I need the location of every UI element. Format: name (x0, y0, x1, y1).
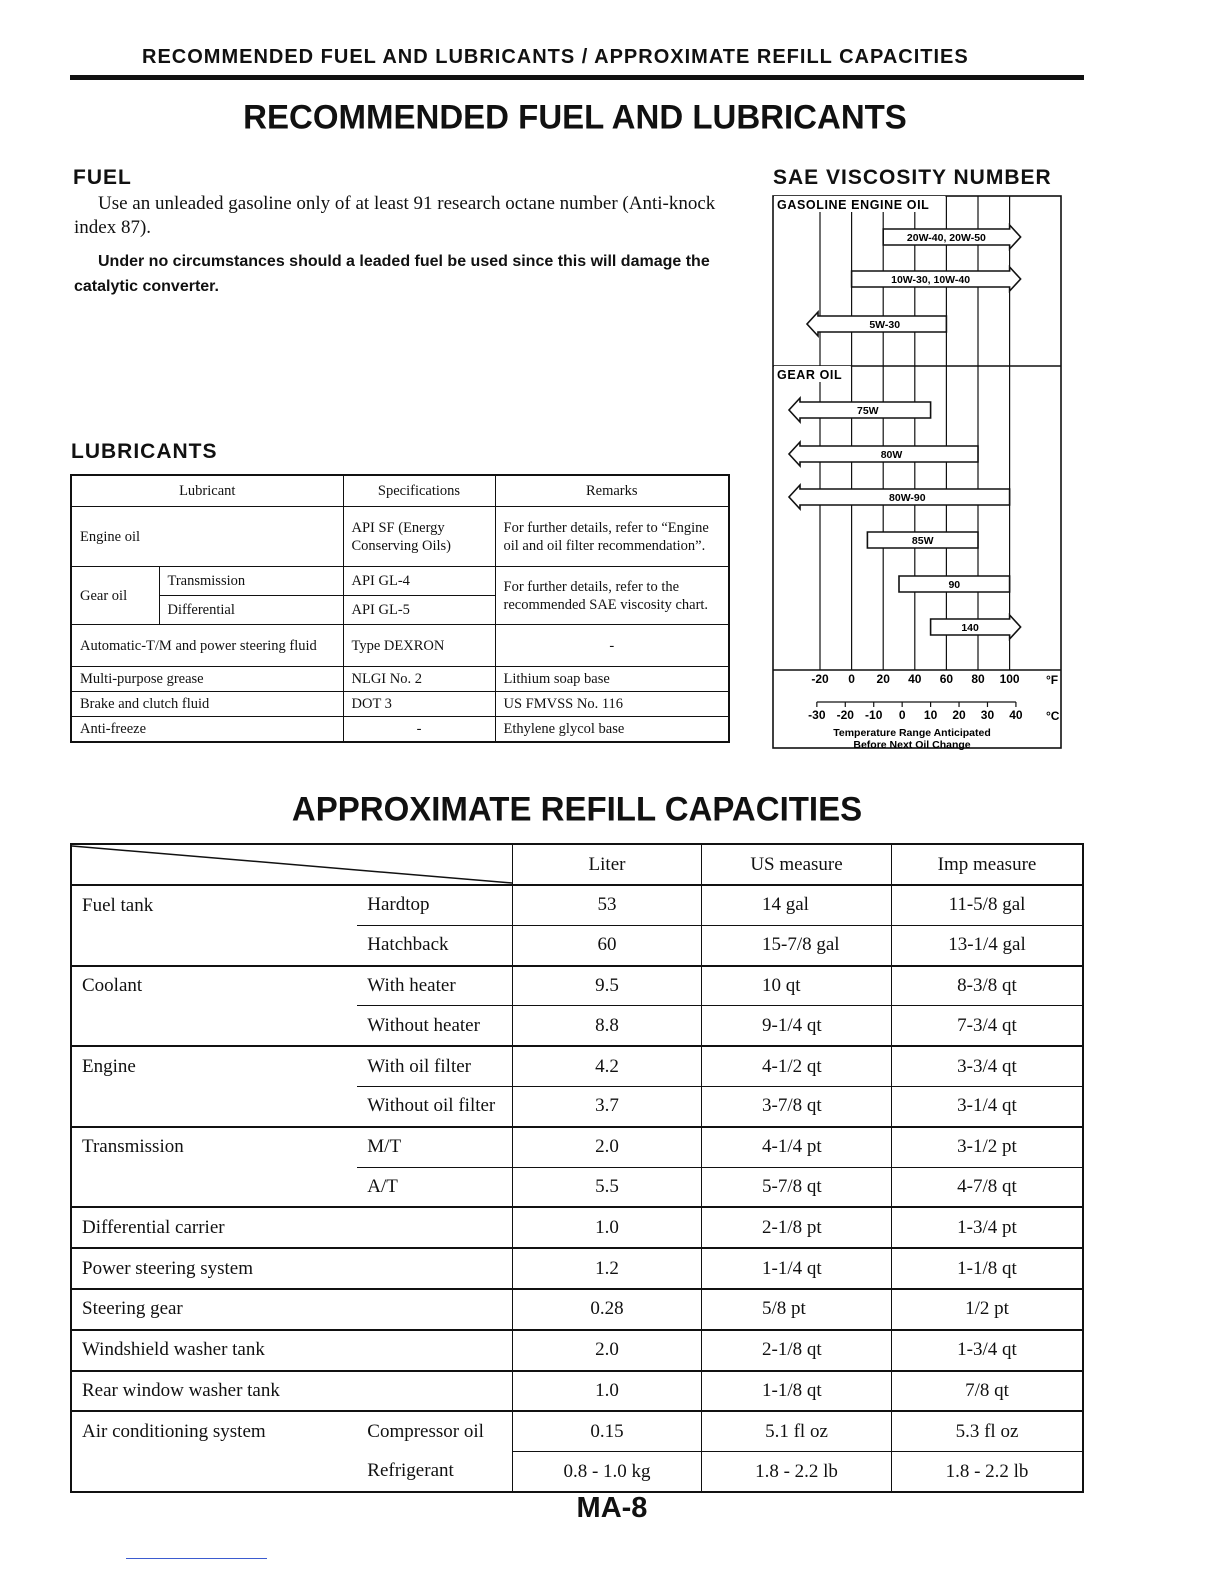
table-row (71, 717, 729, 742)
lubricant-name: Gear oil (71, 567, 159, 625)
refill-title: APPROXIMATE REFILL CAPACITIES (291, 789, 863, 828)
item-sublabel: A/T (357, 1167, 512, 1207)
viscosity-bar-label: 5W-30 (869, 319, 901, 331)
imp-value: 5.3 fl oz (892, 1411, 1084, 1451)
liter-value: 0.28 (513, 1289, 702, 1330)
lubricant-name: Automatic-T/M and power steering fluid (71, 625, 343, 667)
lubricant-remark: For further details, refer to the recommended SAE viscosity chart. (495, 567, 729, 625)
liter-value: 1.0 (513, 1371, 702, 1412)
tick-label-c: 30 (980, 708, 995, 722)
table-row (71, 1006, 1083, 1046)
liter-value: 1.2 (513, 1248, 702, 1289)
item-label: Rear window washer tank (71, 1371, 513, 1412)
table-row (71, 1289, 1083, 1330)
item-sublabel: M/T (357, 1127, 512, 1167)
item-label: Fuel tank (71, 885, 357, 925)
lubricant-spec: Type DEXRON (343, 625, 495, 667)
us-value: 2-1/8 qt (702, 1330, 892, 1371)
imp-value: 3-3/4 qt (892, 1046, 1084, 1086)
us-value: 4-1/2 qt (702, 1046, 892, 1086)
fuel-paragraph: Use an unleaded gasoline only of at least 91 research octane number (Anti-knock index 87). (74, 193, 716, 238)
tick-label-c: -10 (865, 708, 883, 722)
viscosity-bar-label: 80W (880, 449, 903, 461)
tick-label-c: -20 (836, 708, 854, 722)
viscosity-bar-label: 140 (961, 622, 979, 634)
liter-value: 0.8 - 1.0 kg (513, 1452, 702, 1492)
table-header-row (71, 844, 1083, 885)
viscosity-bar-label: 75W (857, 405, 879, 417)
us-value: 5.1 fl oz (702, 1411, 892, 1451)
imp-value: 3-1/2 pt (892, 1127, 1084, 1167)
table-row (71, 1452, 1083, 1492)
table-row (71, 1411, 1083, 1451)
viscosity-bar-label: 85W (911, 535, 934, 547)
column-header: Remarks (495, 475, 729, 507)
liter-value: 0.15 (513, 1411, 702, 1451)
item-label: Differential carrier (71, 1207, 513, 1248)
table-row (71, 1127, 1083, 1167)
table-row (71, 667, 729, 692)
lubricant-subname: Transmission (159, 567, 343, 596)
group-label: GASOLINE ENGINE OIL (777, 198, 930, 212)
viscosity-bar-label: 10W-30, 10W-40 (891, 274, 971, 286)
main-title: RECOMMENDED FUEL AND LUBRICANTS (243, 97, 907, 136)
column-header: Imp measure (892, 844, 1084, 885)
table-row (71, 1248, 1083, 1289)
lubricant-spec: API SF (Energy Conserving Oils) (343, 507, 495, 567)
us-value: 4-1/4 pt (702, 1127, 892, 1167)
liter-value: 5.5 (513, 1167, 702, 1207)
liter-value: 2.0 (513, 1330, 702, 1371)
lubricant-name: Multi-purpose grease (71, 667, 343, 692)
us-value: 1-1/4 qt (702, 1248, 892, 1289)
fuel-heading: FUEL (73, 166, 132, 189)
us-value: 3-7/8 qt (702, 1086, 892, 1126)
table-row (71, 1167, 1083, 1207)
tick-label-c: 10 (923, 708, 938, 722)
empty-cell (71, 1167, 357, 1207)
tick-label-f: 20 (876, 672, 890, 686)
us-value: 1-1/8 qt (702, 1371, 892, 1412)
table-row (71, 1371, 1083, 1412)
unit-label-f: °F (1046, 673, 1059, 687)
unit-label-c: °C (1046, 709, 1060, 723)
refill-capacities-table (70, 843, 1084, 1493)
table-row (71, 1330, 1083, 1371)
running-header: RECOMMENDED FUEL AND LUBRICANTS / APPROXIMATE REFILL CAPACITIES (142, 46, 969, 68)
imp-value: 1-1/8 qt (892, 1248, 1084, 1289)
table-row (71, 1046, 1083, 1086)
imp-value: 3-1/4 qt (892, 1086, 1084, 1126)
item-sublabel: Without heater (357, 1006, 512, 1046)
viscosity-bar-label: 80W-90 (889, 492, 926, 504)
lubricant-spec: DOT 3 (343, 692, 495, 717)
lubricant-remark: US FMVSS No. 116 (495, 692, 729, 717)
us-value: 9-1/4 qt (702, 1006, 892, 1046)
item-sublabel: With oil filter (357, 1046, 512, 1086)
item-sublabel: Hardtop (357, 885, 512, 925)
liter-value: 2.0 (513, 1127, 702, 1167)
footer-link-line (126, 1558, 267, 1559)
imp-value: 4-7/8 qt (892, 1167, 1084, 1207)
liter-value: 60 (513, 925, 702, 965)
fuel-warning: Under no circumstances should a leaded fuel be used since this will damage the catalytic converter. (74, 253, 710, 295)
us-value: 1.8 - 2.2 lb (702, 1452, 892, 1492)
tick-label-f: 100 (999, 672, 1020, 686)
us-value: 14 gal (702, 885, 892, 925)
imp-value: 13-1/4 gal (892, 925, 1084, 965)
us-value: 10 qt (702, 966, 892, 1006)
lubricant-remark: Ethylene glycol base (495, 717, 729, 742)
header-rule (70, 75, 1084, 80)
table-row (71, 885, 1083, 925)
liter-value: 8.8 (513, 1006, 702, 1046)
table-row (71, 1086, 1083, 1126)
empty-cell (71, 1006, 357, 1046)
imp-value: 1-3/4 pt (892, 1207, 1084, 1248)
imp-value: 11-5/8 gal (892, 885, 1084, 925)
lubricant-name: Anti-freeze (71, 717, 343, 742)
table-row (71, 692, 729, 717)
empty-cell (71, 925, 357, 965)
table-row (71, 507, 729, 567)
tick-label-f: 60 (939, 672, 954, 686)
group-label: GEAR OIL (777, 368, 843, 382)
liter-value: 9.5 (513, 966, 702, 1006)
imp-value: 1/2 pt (892, 1289, 1084, 1330)
tick-label-f: -20 (811, 672, 829, 686)
sae-viscosity-chart (772, 194, 1064, 750)
diagonal-line (72, 845, 512, 884)
chart-title: SAE VISCOSITY NUMBER (773, 166, 1052, 189)
table-row (71, 567, 729, 596)
item-sublabel: Refrigerant (367, 1460, 454, 1482)
viscosity-bar-label: 90 (948, 579, 961, 591)
lubricant-spec: API GL-4 (343, 567, 495, 596)
table-row (71, 966, 1083, 1006)
lubricant-remark: For further details, refer to “Engine oil and oil filter recommendation”. (495, 507, 729, 567)
us-value: 5-7/8 qt (702, 1167, 892, 1207)
page-number: MA-8 (576, 1492, 648, 1524)
item-label: Transmission (71, 1127, 357, 1167)
column-header: Liter (513, 844, 702, 885)
item-sublabel: Hatchback (357, 925, 512, 965)
imp-value: 7-3/4 qt (892, 1006, 1084, 1046)
empty-cell (71, 1086, 357, 1126)
item-sublabel: Compressor oil (357, 1411, 512, 1451)
tick-label-f: 0 (848, 672, 855, 686)
table-row (71, 1207, 1083, 1248)
lubricant-subname: Differential (159, 596, 343, 625)
us-value: 5/8 pt (702, 1289, 892, 1330)
column-header: Lubricant (71, 475, 343, 507)
empty-cell (71, 1452, 357, 1492)
imp-value: 1.8 - 2.2 lb (892, 1452, 1084, 1492)
us-value: 2-1/8 pt (702, 1207, 892, 1248)
tick-label-c: 40 (1009, 708, 1023, 722)
lubricant-remark: - (495, 625, 729, 667)
table-row (71, 625, 729, 667)
x-axis-label-line2: Before Next Oil Change (853, 739, 971, 750)
diagonal-header-cell (71, 844, 513, 885)
imp-value: 1-3/4 qt (892, 1330, 1084, 1371)
table-row (71, 925, 1083, 965)
lubricant-remark: Lithium soap base (495, 667, 729, 692)
tick-label-c: 0 (898, 708, 906, 722)
x-axis-label-line1: Temperature Range Anticipated (833, 727, 991, 739)
liter-value: 3.7 (513, 1086, 702, 1126)
lubricant-spec: NLGI No. 2 (343, 667, 495, 692)
item-label: Coolant (71, 966, 357, 1006)
liter-value: 4.2 (513, 1046, 702, 1086)
column-header: Specifications (343, 475, 495, 507)
item-label: Windshield washer tank (71, 1330, 513, 1371)
tick-label-c: 20 (952, 708, 966, 722)
lubricant-name: Brake and clutch fluid (71, 692, 343, 717)
viscosity-bar-label: 20W-40, 20W-50 (906, 232, 986, 244)
liter-value: 53 (513, 885, 702, 925)
imp-value: 8-3/8 qt (892, 966, 1084, 1006)
lubricant-name: Engine oil (71, 507, 343, 567)
liter-value: 1.0 (513, 1207, 702, 1248)
tick-label-f: 40 (908, 672, 922, 686)
column-header: US measure (702, 844, 892, 885)
tick-label-f: 80 (971, 672, 985, 686)
us-value: 15-7/8 gal (702, 925, 892, 965)
lubricant-spec: - (343, 717, 495, 742)
item-sublabel: Without oil filter (357, 1086, 512, 1126)
item-label: Power steering system (71, 1248, 513, 1289)
lubricants-table (70, 474, 730, 743)
tick-label-c: -30 (808, 708, 826, 722)
imp-value: 7/8 qt (892, 1371, 1084, 1412)
item-label: Air conditioning system (71, 1411, 357, 1451)
item-label: Steering gear (71, 1289, 513, 1330)
item-label: Engine (71, 1046, 357, 1086)
table-header-row (71, 475, 729, 507)
lubricant-spec: API GL-5 (343, 596, 495, 625)
lubricants-heading: LUBRICANTS (71, 440, 218, 463)
item-sublabel: With heater (357, 966, 512, 1006)
